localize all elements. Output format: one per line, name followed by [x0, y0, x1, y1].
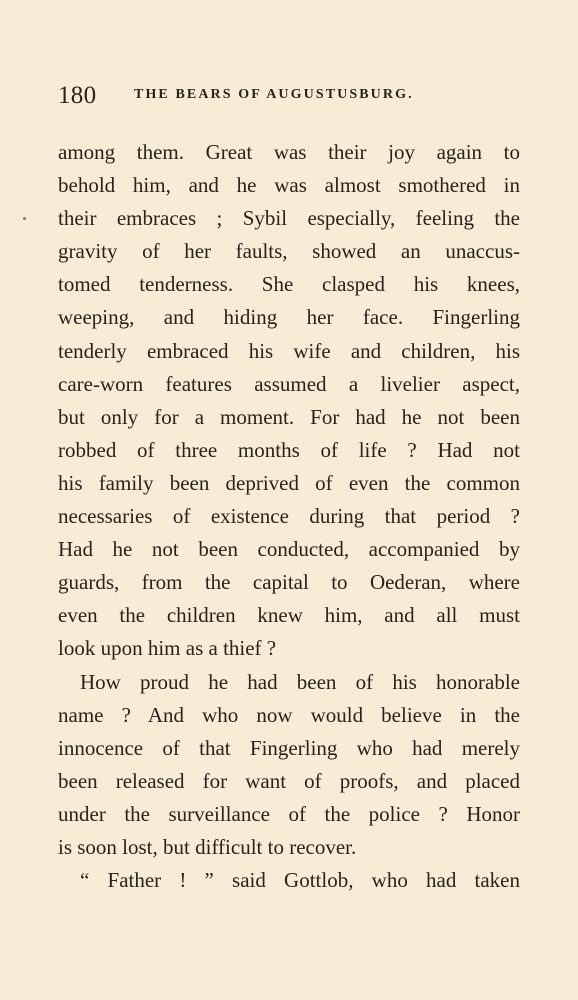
text-line: look upon him as a thief ? [58, 636, 277, 661]
text-line: under the surveillance of the police ? Honor [58, 801, 520, 826]
text-line: necessaries of existence during that period ? [58, 504, 520, 529]
text-line: weeping, and hiding her face. Fingerling [58, 305, 520, 330]
text-line: his family been deprived of even the common [58, 470, 520, 495]
text-line: innocence of that Fingerling who had merely [58, 735, 520, 760]
text-line: Had he not been conducted, accompanied by [58, 537, 520, 562]
text-line: gravity of her faults, showed an unaccus- [58, 239, 520, 264]
text-line: is soon lost, but difficult to recover. [58, 834, 357, 859]
text-line: How proud he had been of his honorable [80, 669, 520, 694]
text-line: robbed of three months of life ? Had not [58, 437, 520, 462]
text-line: guards, from the capital to Oederan, where [58, 570, 520, 595]
text-line: their embraces ; Sybil especially, feeling the [58, 206, 520, 231]
text-line: been released for want of proofs, and placed [58, 768, 520, 793]
margin-mark [23, 217, 26, 220]
body-text [58, 136, 520, 897]
page-number: 180 [58, 82, 97, 109]
running-head: THE BEARS OF AUGUSTUSBURG. [134, 87, 414, 102]
text-line: behold him, and he was almost smothered in [58, 173, 520, 198]
text-line: tenderly embraced his wife and children, his [58, 338, 520, 363]
text-line: tomed tenderness. She clasped his knees, [58, 272, 520, 297]
text-line: care-worn features assumed a livelier aspect, [58, 371, 520, 396]
text-line: but only for a moment. For had he not been [58, 404, 520, 429]
page-header [58, 82, 528, 116]
text-line: “ Father ! ” said Gottlob, who had taken [80, 868, 520, 893]
text-line: name ? And who now would believe in the [58, 702, 520, 727]
text-line: among them. Great was their joy again to [58, 140, 520, 164]
text-line: even the children knew him, and all must [58, 603, 520, 628]
